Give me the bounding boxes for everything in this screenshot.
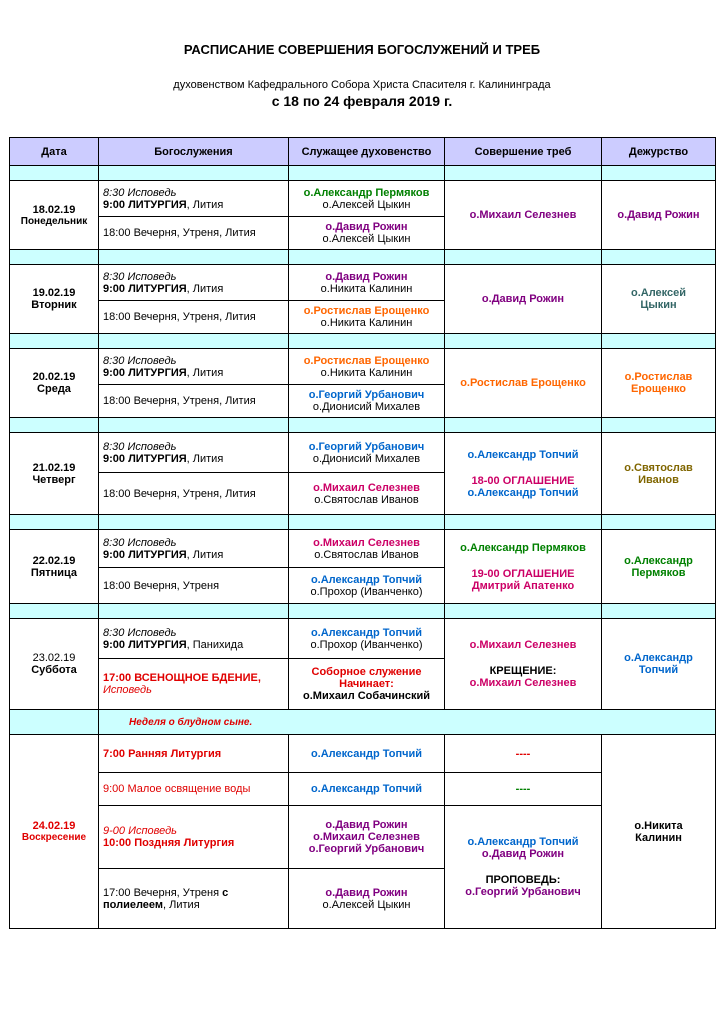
rites-cell: о.Михаил Селезнев КРЕЩЕНИЕ: о.Михаил Селезнев xyxy=(445,619,602,710)
clergy-cell: о.Александр Топчий xyxy=(289,735,445,773)
service-cell: 9-00 Исповедь 10:00 Поздняя Литургия xyxy=(99,806,289,869)
col-date: Дата xyxy=(10,138,99,166)
clergy-cell: о.Михаил Селезнев о.Святослав Иванов xyxy=(289,473,445,515)
clergy-cell: о.Александр Топчий о.Прохор (Иванченко) xyxy=(289,619,445,659)
date-cell: 23.02.19 Суббота xyxy=(10,619,99,710)
service-cell: 18:00 Вечерня, Утреня, Лития xyxy=(99,385,289,418)
table-row xyxy=(10,735,716,773)
service-cell: 18:00 Вечерня, Утреня xyxy=(99,568,289,604)
clergy-cell: о.Ростислав Ерощенко о.Никита Калинин xyxy=(289,349,445,385)
service-cell: 8:30 Исповедь 9:00 ЛИТУРГИЯ, Лития xyxy=(99,530,289,568)
date-cell: 19.02.19 Вторник xyxy=(10,265,99,334)
duty-cell: о.Никита Калинин xyxy=(602,735,716,929)
service-cell: 17:00 ВСЕНОЩНОЕ БДЕНИЕ, Исповедь xyxy=(99,659,289,710)
duty-cell: о.Александр Топчий xyxy=(602,619,716,710)
table-row xyxy=(10,530,716,568)
date-cell: 22.02.19 Пятница xyxy=(10,530,99,604)
clergy-cell: о.Александр Топчий о.Прохор (Иванченко) xyxy=(289,568,445,604)
date-range: с 18 по 24 февраля 2019 г. xyxy=(271,93,453,109)
spacer-row xyxy=(10,418,716,433)
col-services: Богослужения xyxy=(99,138,289,166)
service-cell: 8:30 Исповедь 9:00 ЛИТУРГИЯ, Лития xyxy=(99,181,289,217)
table-row xyxy=(10,349,716,385)
col-clergy: Служащее духовенство xyxy=(289,138,445,166)
note-row xyxy=(10,710,716,735)
clergy-cell: Соборное служение Начинает: о.Михаил Собачинский xyxy=(289,659,445,710)
page-title: РАСПИСАНИЕ СОВЕРШЕНИЯ БОГОСЛУЖЕНИЙ И ТРЕБ xyxy=(183,42,541,57)
rites-cell: о.Давид Рожин xyxy=(445,265,602,334)
service-cell: 8:30 Исповедь 9:00 ЛИТУРГИЯ, Лития xyxy=(99,265,289,301)
service-cell: 18:00 Вечерня, Утреня, Лития xyxy=(99,217,289,250)
duty-cell: о.Давид Рожин xyxy=(602,181,716,250)
spacer-row xyxy=(10,166,716,181)
rites-cell: о.Михаил Селезнев xyxy=(445,181,602,250)
clergy-cell: о.Давид Рожин о.Алексей Цыкин xyxy=(289,869,445,929)
clergy-cell: о.Георгий Урбанович о.Дионисий Михалев xyxy=(289,433,445,473)
service-cell: 17:00 Вечерня, Утреня с полиелеем, Лития xyxy=(99,869,289,929)
table-row xyxy=(10,265,716,301)
duty-cell: о.Святослав Иванов xyxy=(602,433,716,515)
schedule-table xyxy=(9,137,716,929)
clergy-cell: о.Александр Пермяков о.Алексей Цыкин xyxy=(289,181,445,217)
clergy-cell: о.Давид Рожин о.Михаил Селезнев о.Георгий Урбанович xyxy=(289,806,445,869)
date-cell: 21.02.19 Четверг xyxy=(10,433,99,515)
rites-cell: ---- xyxy=(445,773,602,806)
clergy-cell: о.Александр Топчий xyxy=(289,773,445,806)
spacer-row xyxy=(10,334,716,349)
clergy-cell: о.Давид Рожин о.Алексей Цыкин xyxy=(289,217,445,250)
clergy-cell: о.Михаил Селезнев о.Святослав Иванов xyxy=(289,530,445,568)
spacer-row xyxy=(10,604,716,619)
header-row xyxy=(10,138,716,166)
service-cell: 8:30 Исповедь 9:00 ЛИТУРГИЯ, Лития xyxy=(99,433,289,473)
clergy-cell: о.Георгий Урбанович о.Дионисий Михалев xyxy=(289,385,445,418)
service-cell: 8:30 Исповедь 9:00 ЛИТУРГИЯ, Лития xyxy=(99,349,289,385)
spacer-row xyxy=(10,515,716,530)
duty-cell: о.Александр Пермяков xyxy=(602,530,716,604)
feast-note: Неделя о блудном сыне. xyxy=(99,710,716,735)
rites-cell: о.Александр Топчий о.Давид Рожин ПРОПОВЕДЬ: о.Георгий Урбанович xyxy=(445,806,602,929)
service-cell: 7:00 Ранняя Литургия xyxy=(99,735,289,773)
date-cell: 18.02.19 Понедельник xyxy=(10,181,99,250)
date-cell: 20.02.19 Среда xyxy=(10,349,99,418)
clergy-cell: о.Давид Рожин о.Никита Калинин xyxy=(289,265,445,301)
date-cell: 24.02.19 Воскресение xyxy=(10,735,99,929)
duty-cell: о.Ростислав Ерощенко xyxy=(602,349,716,418)
service-cell: 9:00 Малое освящение воды xyxy=(99,773,289,806)
col-duty: Дежурство xyxy=(602,138,716,166)
col-rites: Совершение треб xyxy=(445,138,602,166)
rites-cell: о.Александр Топчий 18-00 ОГЛАШЕНИЕ о.Александр Топчий xyxy=(445,433,602,515)
rites-cell: ---- xyxy=(445,735,602,773)
clergy-cell: о.Ростислав Ерощенко о.Никита Калинин xyxy=(289,301,445,334)
duty-cell: о.Алексей Цыкин xyxy=(602,265,716,334)
service-cell: 8:30 Исповедь 9:00 ЛИТУРГИЯ, Панихида xyxy=(99,619,289,659)
table-row xyxy=(10,619,716,659)
table-row xyxy=(10,181,716,217)
table-row xyxy=(10,433,716,473)
page-subtitle: духовенством Кафедрального Собора Христа Спасителя г. Калининграда xyxy=(173,79,551,91)
service-cell: 18:00 Вечерня, Утреня, Лития xyxy=(99,301,289,334)
rites-cell: о.Ростислав Ерощенко xyxy=(445,349,602,418)
rites-cell: о.Александр Пермяков 19-00 ОГЛАШЕНИЕ Дмитрий Апатенко xyxy=(445,530,602,604)
spacer-row xyxy=(10,250,716,265)
service-cell: 18:00 Вечерня, Утреня, Лития xyxy=(99,473,289,515)
